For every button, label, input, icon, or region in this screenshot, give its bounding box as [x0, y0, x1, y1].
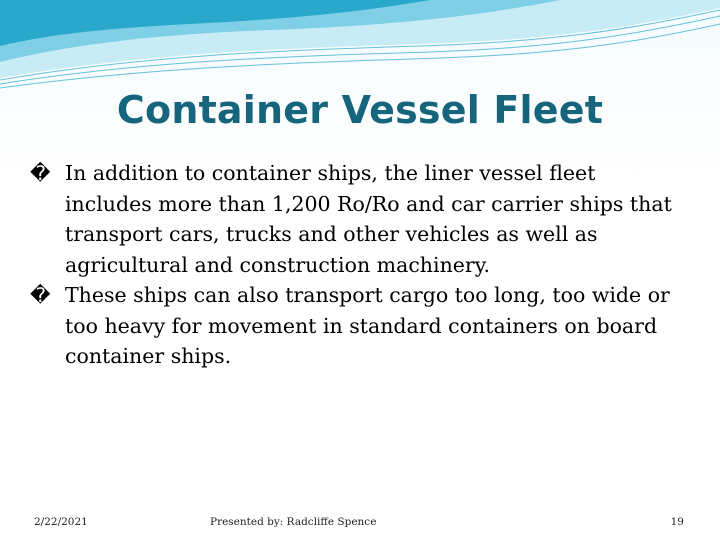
footer-page-number: 19 — [670, 516, 684, 528]
bullet-text: These ships can also transport cargo too long, too wide or too heavy for movement in standard containers on board container ships. — [65, 283, 670, 368]
bullet-text: In addition to container ships, the liner vessel fleet includes more than 1,200 Ro/Ro and car carrier ships that transport cars, trucks and other vehicles as well as agricultural and construction machinery. — [65, 161, 672, 277]
bullet-item — [30, 280, 680, 372]
footer-presenter: Presented by: Radcliffe Spence — [210, 516, 377, 528]
footer-date: 2/22/2021 — [34, 516, 88, 528]
bullet-item — [30, 158, 680, 280]
bullet-list — [30, 158, 680, 372]
slide-title: Container Vessel Fleet — [116, 88, 604, 132]
decorative-wave-header — [0, 0, 720, 90]
bullet-marker-icon: � — [30, 283, 51, 307]
bullet-marker-icon: � — [30, 161, 51, 185]
